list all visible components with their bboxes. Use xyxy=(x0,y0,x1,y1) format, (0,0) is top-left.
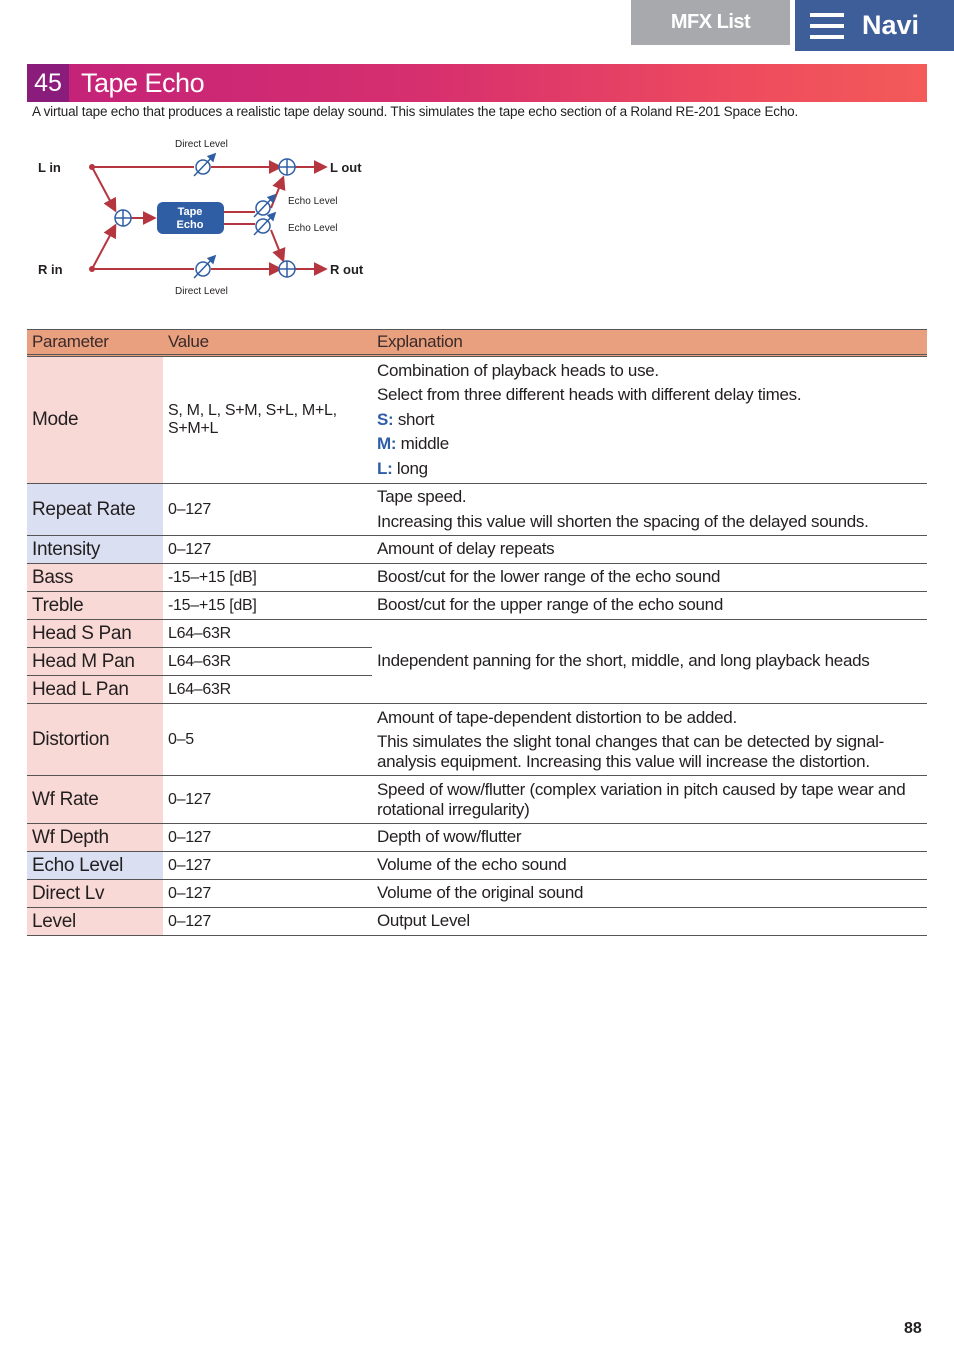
table-row xyxy=(27,620,927,648)
param-value: 0–127 xyxy=(163,824,372,852)
param-explanation: Boost/cut for the upper range of the echo sound xyxy=(372,592,927,620)
r-out-mix-icon xyxy=(279,261,295,277)
l-out-mix-icon xyxy=(279,159,295,175)
header-value: Value xyxy=(163,330,372,356)
table-row xyxy=(27,356,927,484)
option-short xyxy=(377,410,922,430)
option-key: S: xyxy=(377,409,394,429)
param-explanation: Amount of delay repeats xyxy=(372,536,927,564)
header-parameter: Parameter xyxy=(27,330,163,356)
direct-level-top-label: Direct Level xyxy=(175,139,228,150)
parameter-table xyxy=(27,329,927,936)
param-value: -15–+15 [dB] xyxy=(163,592,372,620)
param-name: Mode xyxy=(27,356,163,484)
param-value: S, M, L, S+M, S+L, M+L, S+M+L xyxy=(163,356,372,484)
param-explanation: Independent panning for the short, middle, and long playback heads xyxy=(372,620,927,704)
param-explanation: Volume of the echo sound xyxy=(372,852,927,880)
header-explanation: Explanation xyxy=(372,330,927,356)
param-explanation xyxy=(372,704,927,776)
menu-icon xyxy=(810,13,844,39)
param-explanation: Depth of wow/flutter xyxy=(372,824,927,852)
mix-icon xyxy=(115,210,131,226)
param-value: 0–127 xyxy=(163,536,372,564)
param-name: Direct Lv xyxy=(27,880,163,908)
navi-button[interactable] xyxy=(795,0,954,51)
explanation-line: Amount of tape-dependent distortion to be added. xyxy=(377,707,737,727)
table-row xyxy=(27,776,927,824)
explanation-line: Combination of playback heads to use. xyxy=(377,361,659,381)
param-name: Level xyxy=(27,908,163,936)
param-explanation xyxy=(372,356,927,484)
option-key: M: xyxy=(377,434,397,454)
table-row xyxy=(27,564,927,592)
param-value: 0–127 xyxy=(163,908,372,936)
param-name: Wf Depth xyxy=(27,824,163,852)
param-name: Intensity xyxy=(27,536,163,564)
param-value: L64–63R xyxy=(163,676,372,704)
param-value: 0–127 xyxy=(163,484,372,536)
param-name: Head L Pan xyxy=(27,676,163,704)
direct-level-bottom-label: Direct Level xyxy=(175,286,228,297)
block-label-1: Tape xyxy=(177,206,203,218)
table-header-row xyxy=(27,330,927,356)
table-row xyxy=(27,536,927,564)
param-explanation: Boost/cut for the lower range of the echo sound xyxy=(372,564,927,592)
explanation-line: Select from three different heads with different delay times. xyxy=(377,385,802,405)
explanation-line: This simulates the slight tonal changes that can be detected by signal-analysis equipment. Increasing this value will increase the distortion. xyxy=(377,732,884,771)
table-row xyxy=(27,852,927,880)
option-long xyxy=(377,459,922,479)
r-in-node xyxy=(89,266,95,272)
option-middle xyxy=(377,434,922,454)
explanation-line: Increasing this value will shorten the spacing of the delayed sounds. xyxy=(377,511,869,531)
l-out-label: L out xyxy=(330,160,362,175)
param-explanation: Output Level xyxy=(372,908,927,936)
param-value: 0–5 xyxy=(163,704,372,776)
navi-label: Navi xyxy=(862,10,920,40)
param-name: Treble xyxy=(27,592,163,620)
param-name: Wf Rate xyxy=(27,776,163,824)
param-value: 0–127 xyxy=(163,852,372,880)
option-text: middle xyxy=(396,434,449,454)
l-in-label: L in xyxy=(38,160,61,175)
param-name: Repeat Rate xyxy=(27,484,163,536)
r-in-label: R in xyxy=(38,262,63,277)
r-out-label: R out xyxy=(330,262,364,277)
section-title-bar xyxy=(27,64,927,102)
param-name: Bass xyxy=(27,564,163,592)
table-row xyxy=(27,484,927,536)
echo-level-2-label: Echo Level xyxy=(288,223,338,234)
effect-description: A virtual tape echo that produces a realistic tape delay sound. This simulates the tape echo section of a Roland RE-201 Space Echo. xyxy=(32,104,799,119)
mfx-list-label: MFX List xyxy=(670,11,751,33)
table-row xyxy=(27,592,927,620)
option-text: long xyxy=(392,458,428,478)
param-name: Echo Level xyxy=(27,852,163,880)
direct-level-top-icon xyxy=(194,154,215,176)
mfx-list-button[interactable] xyxy=(631,0,790,45)
direct-level-bottom-icon xyxy=(194,256,215,278)
param-name: Head M Pan xyxy=(27,648,163,676)
param-name: Distortion xyxy=(27,704,163,776)
param-value: 0–127 xyxy=(163,880,372,908)
explanation-line: Tape speed. xyxy=(377,487,467,507)
echo-level-1-label: Echo Level xyxy=(288,196,338,207)
block-label-2: Echo xyxy=(176,219,204,231)
table-row xyxy=(27,908,927,936)
section-title: Tape Echo xyxy=(81,67,205,98)
param-explanation: Speed of wow/flutter (complex variation in pitch caused by tape wear and rotational irregularity) xyxy=(372,776,927,824)
param-value: -15–+15 [dB] xyxy=(163,564,372,592)
param-value: 0–127 xyxy=(163,776,372,824)
l-in-node xyxy=(89,164,95,170)
option-key: L: xyxy=(377,458,393,478)
signal-flow-diagram xyxy=(30,132,390,304)
param-explanation xyxy=(372,484,927,536)
section-number: 45 xyxy=(27,64,69,102)
table-row xyxy=(27,880,927,908)
table-row xyxy=(27,704,927,776)
param-value: L64–63R xyxy=(163,648,372,676)
param-explanation: Volume of the original sound xyxy=(372,880,927,908)
page-number: 88 xyxy=(904,1320,922,1337)
option-text: short xyxy=(393,409,435,429)
table-row xyxy=(27,824,927,852)
param-value: L64–63R xyxy=(163,620,372,648)
param-name: Head S Pan xyxy=(27,620,163,648)
